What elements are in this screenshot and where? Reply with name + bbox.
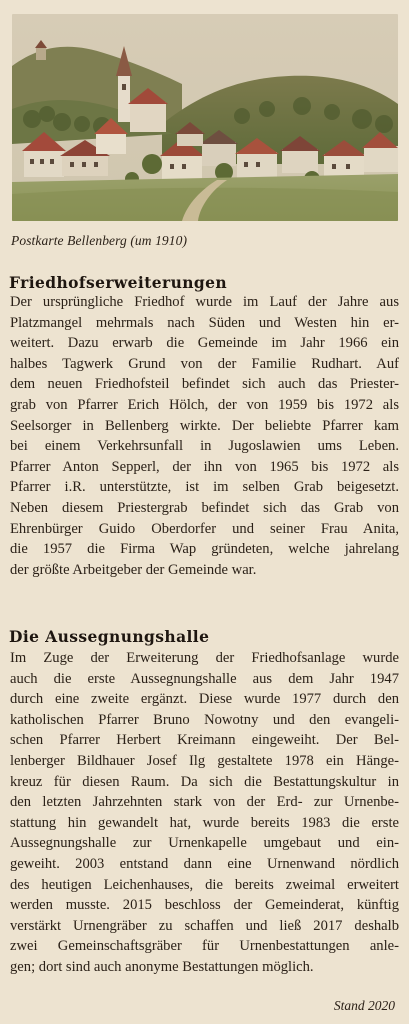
text-line: geweiht. 2003 entstand dann eine Urnenwand nördlich bbox=[10, 855, 399, 872]
text-line: dem neuen Friedhofsteil befindet sich auch das Priester- bbox=[10, 376, 399, 393]
text-line: gen; dort sind auch anonyme Bestattungen möglich. bbox=[10, 958, 314, 975]
text-line: lenberger Bildhauer Josef Ilg gestaltete 1978 ein Hänge- bbox=[10, 752, 399, 769]
text-line: schen Pfarrer Herbert Kreimann eingeweiht. Der Bel- bbox=[10, 732, 399, 749]
section-body-aussegnungshalle bbox=[10, 648, 399, 978]
text-line: bei einem Verkehrsunfall in Jugoslawien ums Leben. bbox=[10, 438, 399, 455]
section-heading-friedhofserweiterungen: Friedhofserweiterungen bbox=[9, 273, 228, 292]
text-line: durch eine zweite ergänzt. Diese wurde 1977 durch den bbox=[10, 691, 399, 708]
text-line: Aussegnungshalle zur Urnenkapelle umgebaut und ein- bbox=[10, 835, 399, 852]
text-line: Platzmangel mehrmals nach Süden und Westen hin er- bbox=[10, 314, 399, 331]
text-line: Pfarrer Anton Sepperl, der ihn von 1965 bis 1972 als bbox=[10, 458, 399, 475]
text-line: Neben diesem Priestergrab befindet sich das Grab von bbox=[10, 499, 399, 516]
text-line: halbes Tagwerk Grund von der Familie Rudhart. Auf bbox=[10, 355, 399, 372]
date-note: Stand 2020 bbox=[333, 998, 395, 1013]
text-line: des heutigen Leichenhauses, die bereits zweimal erweitert bbox=[10, 876, 399, 893]
section-heading-aussegnungshalle: Die Aussegnungshalle bbox=[9, 627, 210, 646]
image-caption: Postkarte Bellenberg (um 1910) bbox=[11, 233, 188, 248]
text-line: verstärkt Urnengräber zu schaffen und ließ 2017 deshalb bbox=[10, 917, 399, 934]
text-line: Der ursprüngliche Friedhof wurde im Lauf der Jahre aus bbox=[10, 294, 399, 310]
text-line: der größte Arbeitgeber der Gemeinde war. bbox=[10, 561, 257, 578]
text-line: werden musste. 2015 beschloss der Gemeinderat, künftig bbox=[10, 897, 399, 914]
text-line: Im Zuge der Erweiterung der Friedhofsanlage wurde bbox=[10, 650, 399, 666]
text-line: Pfarrer i.R. unterstützte, ist im selben Grab beigesetzt. bbox=[10, 479, 399, 496]
historic-postcard-image bbox=[12, 14, 398, 221]
text-line: weitert. Dazu erwarb die Gemeinde im Jahr 1966 ein bbox=[10, 335, 399, 352]
text-line: den letzten Jahrzehnten stark von der Erd- zur Urnenbe- bbox=[10, 794, 399, 811]
text-line: auch die erste Aussegnungshalle aus dem Jahr 1947 bbox=[10, 670, 399, 687]
text-line: Seelsorger in Bellenberg wirkte. Der beliebte Pfarrer kam bbox=[10, 417, 399, 434]
section-body-friedhofserweiterungen bbox=[10, 292, 399, 580]
text-line: katholischen Pfarrer Bruno Nowotny und den evangeli- bbox=[10, 711, 399, 728]
text-line: grab von Pfarrer Erich Hölch, der von 1959 bis 1972 als bbox=[10, 396, 399, 413]
text-line: kreuz für diesen Raum. Da sich die Bestattungskultur in bbox=[10, 773, 399, 790]
text-line: stattung hin gewandelt hat, wurde bereits 1983 die erste bbox=[10, 814, 399, 831]
text-line: Ehrenbürger Guido Oberdorfer und seiner Frau Anita, bbox=[10, 520, 399, 537]
text-line: die 1957 die Firma Wap gründeten, welche jahrelang bbox=[10, 541, 399, 558]
text-line: zwei Gemeinschaftsgräber für Urnenbestattungen anle- bbox=[10, 938, 399, 955]
